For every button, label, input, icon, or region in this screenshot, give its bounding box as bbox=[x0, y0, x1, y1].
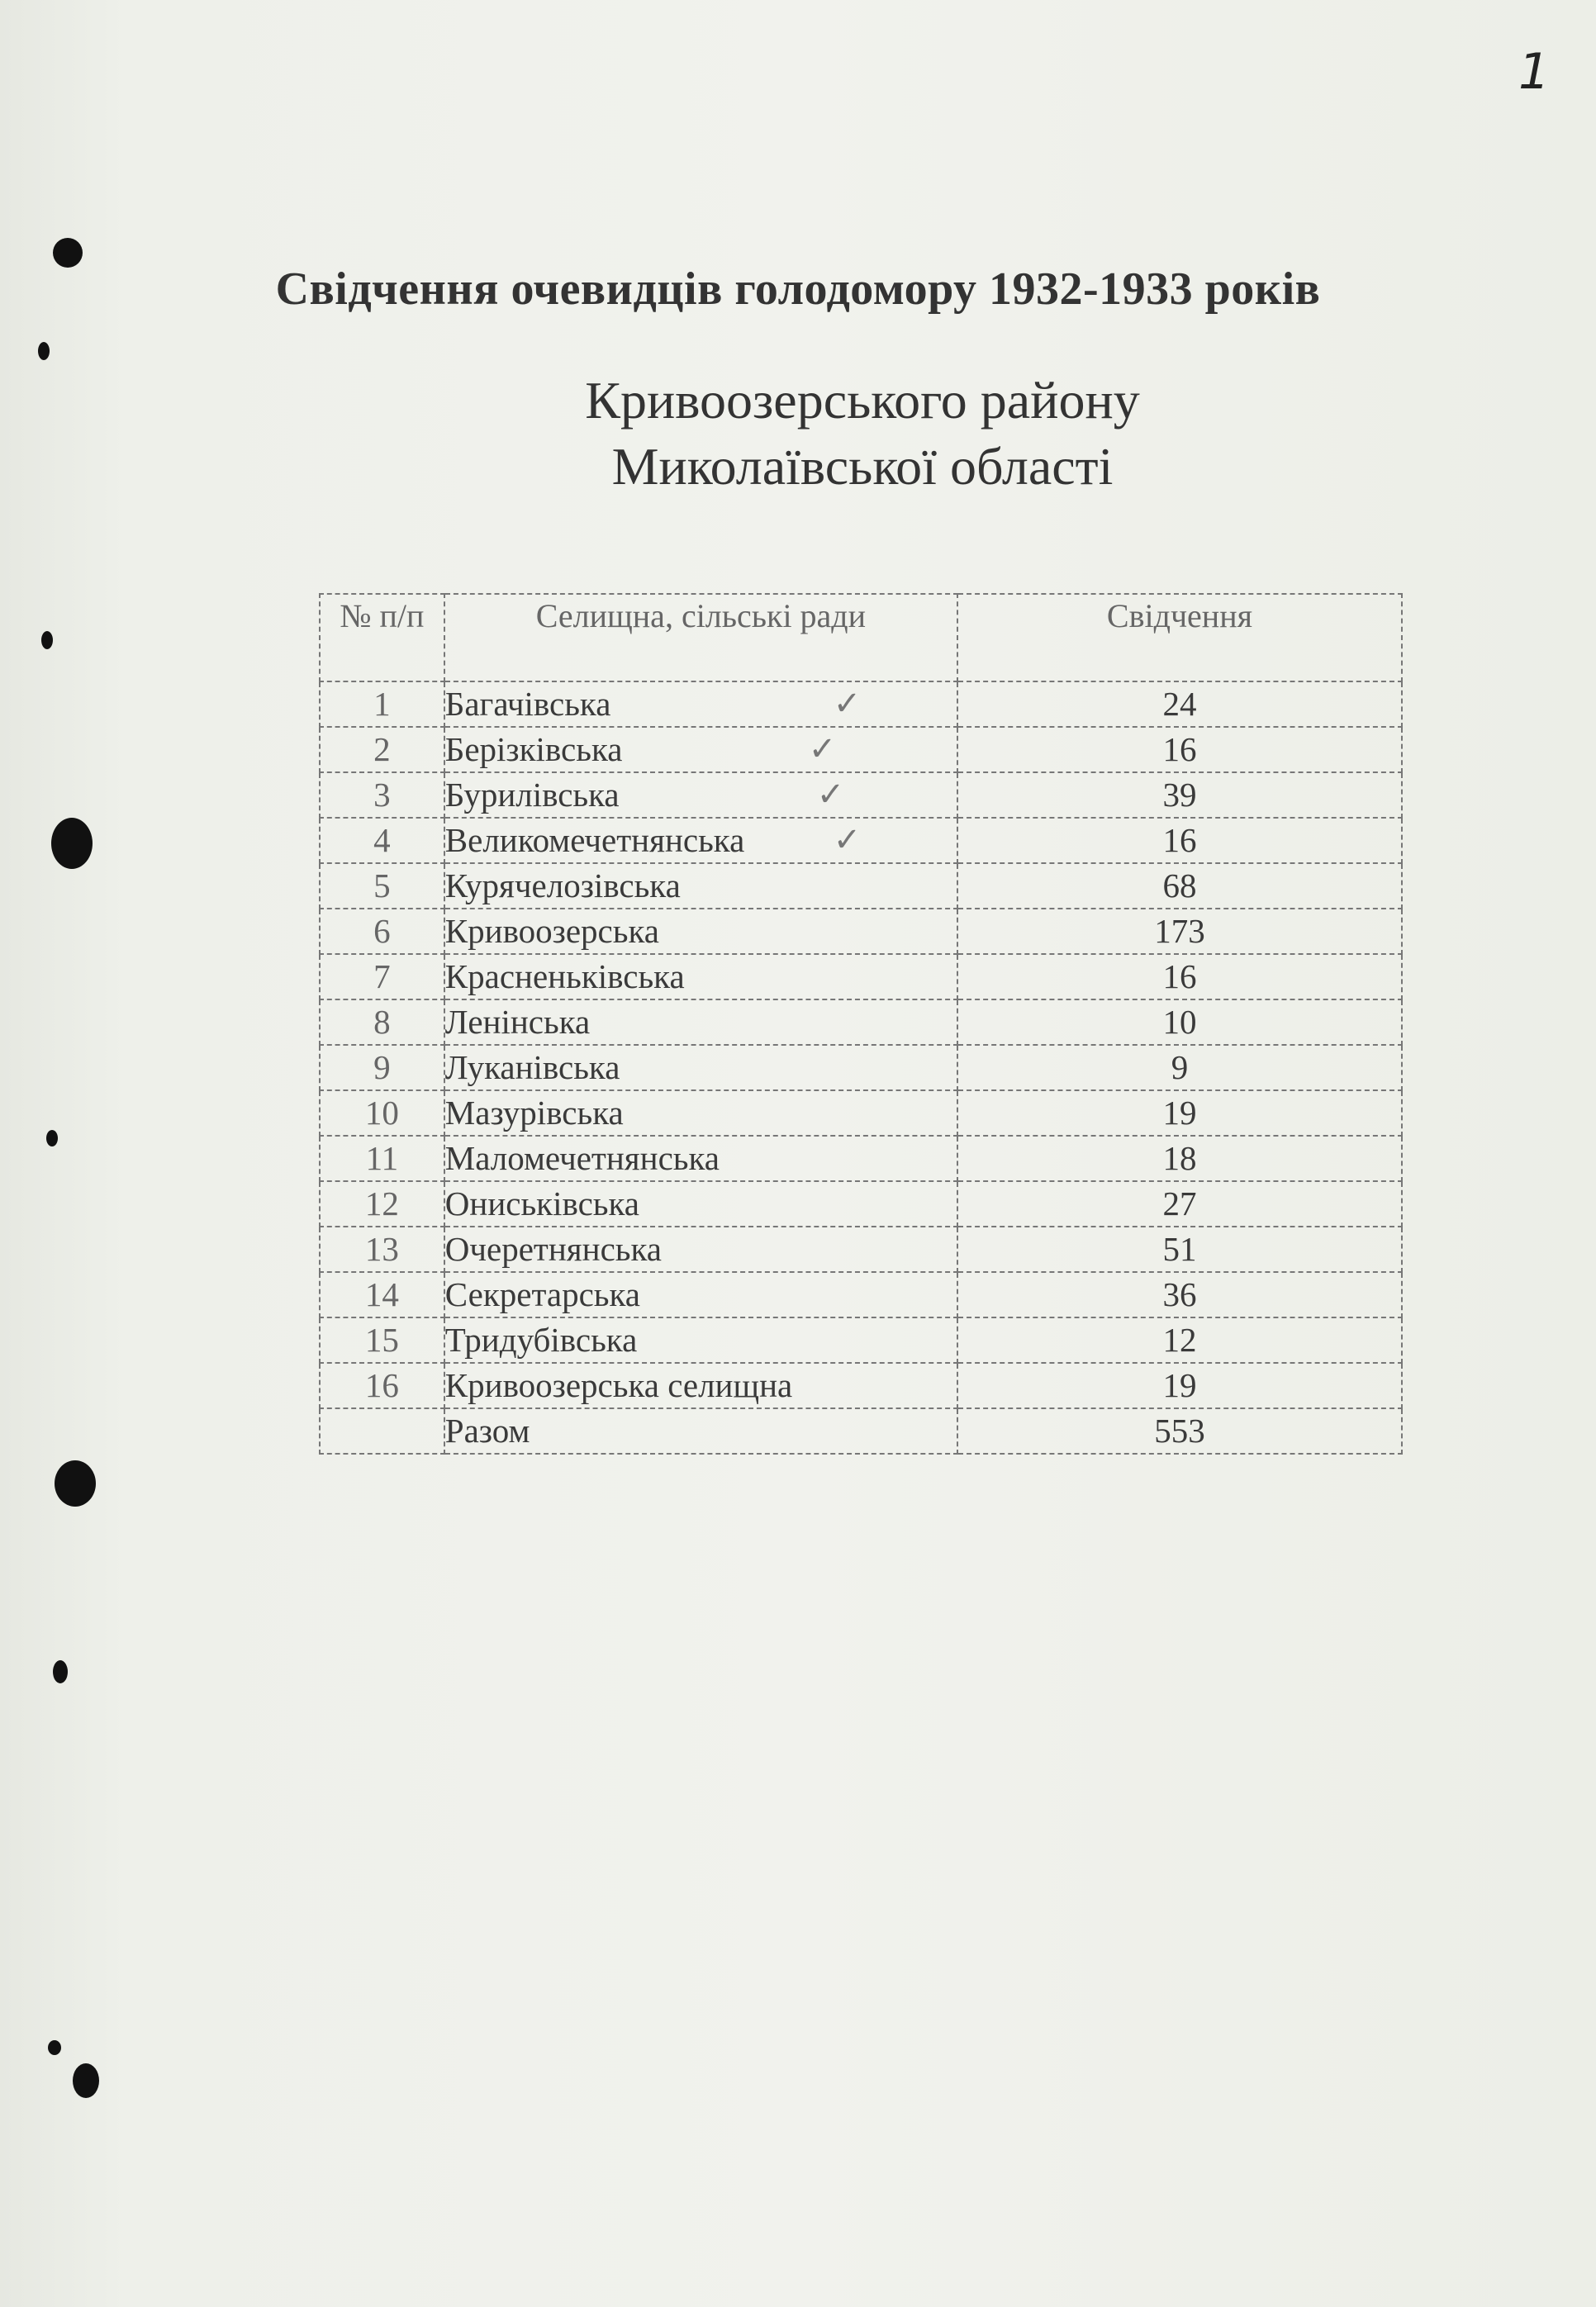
total-number bbox=[320, 1408, 444, 1454]
row-number: 2 bbox=[320, 727, 444, 772]
checkmark-icon: ✓ bbox=[833, 685, 862, 723]
council-cell bbox=[444, 727, 957, 772]
punch-hole bbox=[46, 1130, 58, 1146]
row-number: 14 bbox=[320, 1272, 444, 1317]
punch-hole bbox=[38, 342, 50, 360]
punch-hole bbox=[48, 2040, 61, 2055]
row-number: 7 bbox=[320, 954, 444, 999]
table-row bbox=[320, 999, 1402, 1045]
header-number: № п/п bbox=[320, 594, 444, 681]
council-name: Кривоозерська bbox=[444, 912, 659, 950]
testimony-count: 16 bbox=[957, 954, 1402, 999]
council-cell bbox=[444, 1317, 957, 1363]
table-row bbox=[320, 1227, 1402, 1272]
punch-hole bbox=[41, 631, 53, 649]
total-row bbox=[320, 1408, 1402, 1454]
page-number: 1 bbox=[1518, 43, 1551, 101]
council-name: Курячелозівська bbox=[444, 866, 681, 904]
testimony-count: 27 bbox=[957, 1181, 1402, 1227]
table-row bbox=[320, 909, 1402, 954]
testimony-count: 12 bbox=[957, 1317, 1402, 1363]
checkmark-icon: ✓ bbox=[833, 821, 862, 859]
total-count: 553 bbox=[957, 1408, 1402, 1454]
council-cell bbox=[444, 999, 957, 1045]
table-row bbox=[320, 681, 1402, 727]
row-number: 6 bbox=[320, 909, 444, 954]
council-cell bbox=[444, 909, 957, 954]
row-number: 12 bbox=[320, 1181, 444, 1227]
header-council: Селищна, сільські ради bbox=[444, 594, 957, 681]
testimony-count: 19 bbox=[957, 1363, 1402, 1408]
council-cell bbox=[444, 818, 957, 863]
document-subtitle-district: Кривоозерського району bbox=[585, 371, 1140, 430]
council-name: Луканівська bbox=[444, 1048, 620, 1086]
testimony-table bbox=[319, 593, 1403, 1455]
punch-hole bbox=[73, 2063, 99, 2098]
council-name: Тридубівська bbox=[444, 1321, 638, 1359]
testimony-count: 39 bbox=[957, 772, 1402, 818]
row-number: 5 bbox=[320, 863, 444, 909]
table-row bbox=[320, 818, 1402, 863]
row-number: 3 bbox=[320, 772, 444, 818]
row-number: 16 bbox=[320, 1363, 444, 1408]
row-number: 13 bbox=[320, 1227, 444, 1272]
council-name: Секретарська bbox=[444, 1275, 640, 1313]
testimony-count: 16 bbox=[957, 818, 1402, 863]
council-cell bbox=[444, 1227, 957, 1272]
punch-hole bbox=[53, 1660, 68, 1683]
table-row bbox=[320, 1317, 1402, 1363]
testimony-count: 9 bbox=[957, 1045, 1402, 1090]
row-number: 10 bbox=[320, 1090, 444, 1136]
council-cell bbox=[444, 1272, 957, 1317]
council-cell bbox=[444, 681, 957, 727]
table-row bbox=[320, 727, 1402, 772]
table-row bbox=[320, 772, 1402, 818]
table-row bbox=[320, 863, 1402, 909]
council-name: Маломечетнянська bbox=[444, 1139, 720, 1177]
council-cell bbox=[444, 1090, 957, 1136]
punch-hole bbox=[51, 818, 93, 869]
table-row bbox=[320, 1272, 1402, 1317]
table-row bbox=[320, 1090, 1402, 1136]
punch-hole bbox=[55, 1460, 96, 1507]
row-number: 4 bbox=[320, 818, 444, 863]
table-header-row bbox=[320, 594, 1402, 681]
table-row bbox=[320, 1363, 1402, 1408]
testimony-count: 24 bbox=[957, 681, 1402, 727]
council-name: Ониськівська bbox=[444, 1184, 640, 1222]
council-cell bbox=[444, 954, 957, 999]
council-cell bbox=[444, 772, 957, 818]
council-cell bbox=[444, 863, 957, 909]
testimony-count: 10 bbox=[957, 999, 1402, 1045]
council-cell bbox=[444, 1181, 957, 1227]
checkmark-icon: ✓ bbox=[816, 776, 845, 814]
document-subtitle-region: Миколаївської області bbox=[611, 437, 1114, 496]
row-number: 15 bbox=[320, 1317, 444, 1363]
checkmark-icon: ✓ bbox=[808, 730, 837, 768]
testimony-count: 173 bbox=[957, 909, 1402, 954]
document-title: Свідчення очевидців голодомору 1932-1933 років bbox=[275, 263, 1321, 315]
council-name: Ленінська bbox=[444, 1003, 591, 1041]
testimony-count: 18 bbox=[957, 1136, 1402, 1181]
row-number: 9 bbox=[320, 1045, 444, 1090]
testimony-count: 19 bbox=[957, 1090, 1402, 1136]
table-row bbox=[320, 954, 1402, 999]
council-name: Берізківська bbox=[444, 730, 623, 768]
council-name: Очеретнянська bbox=[444, 1230, 662, 1268]
header-testimonies: Свідчення bbox=[957, 594, 1402, 681]
testimony-count: 68 bbox=[957, 863, 1402, 909]
row-number: 11 bbox=[320, 1136, 444, 1181]
testimony-count: 16 bbox=[957, 727, 1402, 772]
council-name: Багачівська bbox=[444, 685, 611, 723]
table-row bbox=[320, 1045, 1402, 1090]
council-name: Великомечетнянська bbox=[444, 821, 745, 859]
council-name: Бурилівська bbox=[444, 776, 620, 814]
council-name: Кривоозерська селищна bbox=[444, 1366, 793, 1404]
table-row bbox=[320, 1181, 1402, 1227]
row-number: 8 bbox=[320, 999, 444, 1045]
row-number: 1 bbox=[320, 681, 444, 727]
table-row bbox=[320, 1136, 1402, 1181]
testimony-count: 36 bbox=[957, 1272, 1402, 1317]
council-name: Мазурівська bbox=[444, 1094, 624, 1132]
council-cell bbox=[444, 1363, 957, 1408]
council-cell bbox=[444, 1045, 957, 1090]
total-label: Разом bbox=[444, 1408, 957, 1454]
council-cell bbox=[444, 1136, 957, 1181]
testimony-count: 51 bbox=[957, 1227, 1402, 1272]
council-name: Красненьківська bbox=[444, 957, 685, 995]
